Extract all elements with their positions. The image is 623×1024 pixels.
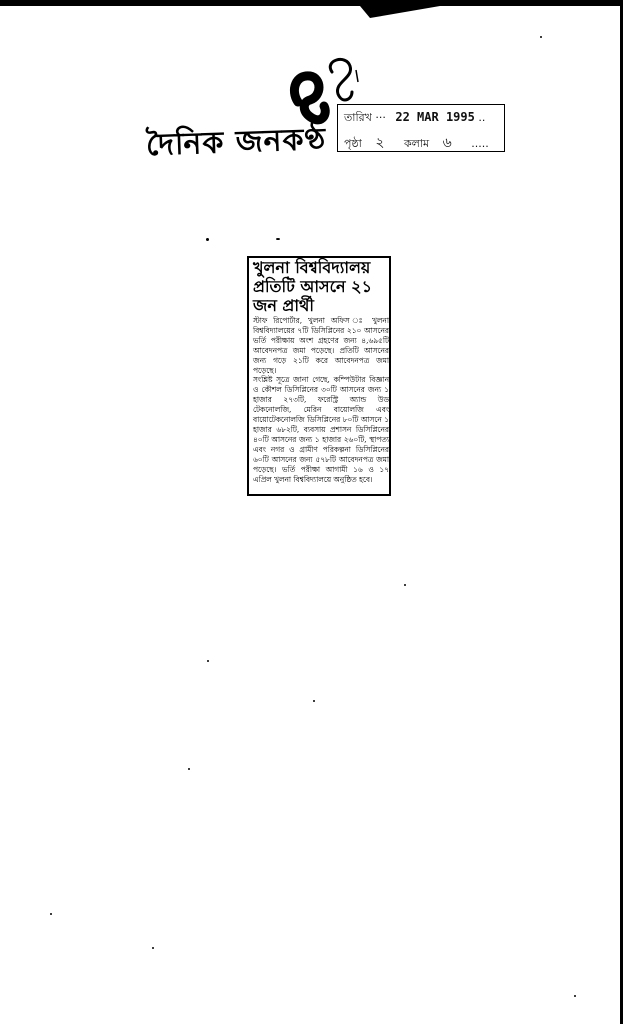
page-label: পৃষ্ঠা [344,137,362,150]
column-label: কলাম [403,137,430,150]
scan-speck [206,238,209,241]
news-clipping [247,256,391,496]
date-value: 22 MAR 1995 [395,110,475,124]
scan-speck [207,660,209,662]
scan-top-edge [0,0,623,18]
scan-speck [313,700,315,702]
scan-speck [276,238,280,240]
clipping-headline: খুলনা বিশ্ববিদ্যালয় প্রতিটি আসনে ২১ জন প্রার্থী [253,258,372,315]
scan-speck [404,584,406,586]
scan-speck [188,768,190,770]
clipping-body [253,316,389,484]
archive-date-stamp [337,104,505,152]
scan-speck [540,36,542,38]
date-row: তারিখ ··· 22 MAR 1995 .. [344,110,486,124]
scan-speck [152,947,154,949]
clipping-paragraph: স্টাফ রিপোর্টার, খুলনা অফিস ঃ খুলনা বিশ্ববিদ্যালয়ের ৭টি ডিসিপ্লিনের ২১০ আসনের ভর্তি পরীক্ষায় অংশ গ্রহণের জন্য ৪,৬৯৫টি আবেদনপত্র জমা পড়েছে। প্রতিটি আসনের জন্য গড়ে ২১টি করে আবেদনপত্র জমা পড়েছে। [253,316,389,375]
scan-speck [574,995,576,997]
date-label: তারিখ [344,111,372,124]
column-value: ৬ [442,135,452,151]
page-value: ২ [375,135,385,151]
clipping-paragraph: সংশ্লিষ্ট সূত্রে জানা গেছে, কম্পিউটার বিজ্ঞান ও কৌশল ডিসিপ্লিনের ৩০টি আসনের জন্য ১ হাজার ২৭৩টি, ফরেস্ট্রি অ্যান্ড উড টেকনোলজি, মেরিন বায়োলজি এবং বায়োটেকনোলজি ডিসিপ্লিনের ৮০টি আসনে ১ হাজার ৬৮২টি, ব্যবসায় প্রশাসন ডিসিপ্লিনের ৪০টি আসনের জন্য ১ হাজার ২৬০টি, স্থাপত্য এবং নগর ও গ্রামীণ পরিকল্পনা ডিসিপ্লিনের ৬০টি আসনের জন্য ৫৭৮টি আবেদনপত্র জমা পড়েছে। ভর্তি পরীক্ষা আগামী ১৬ ও ১৭ এপ্রিল খুলনা বিশ্ববিদ্যালয়ে অনুষ্ঠিত হবে। [253,375,389,484]
newspaper-masthead: দৈনিক জনকণ্ঠ [145,121,327,164]
page-column-row: পৃষ্ঠা ২ কলাম ৬ ..... [344,135,489,151]
scan-speck [50,913,52,915]
